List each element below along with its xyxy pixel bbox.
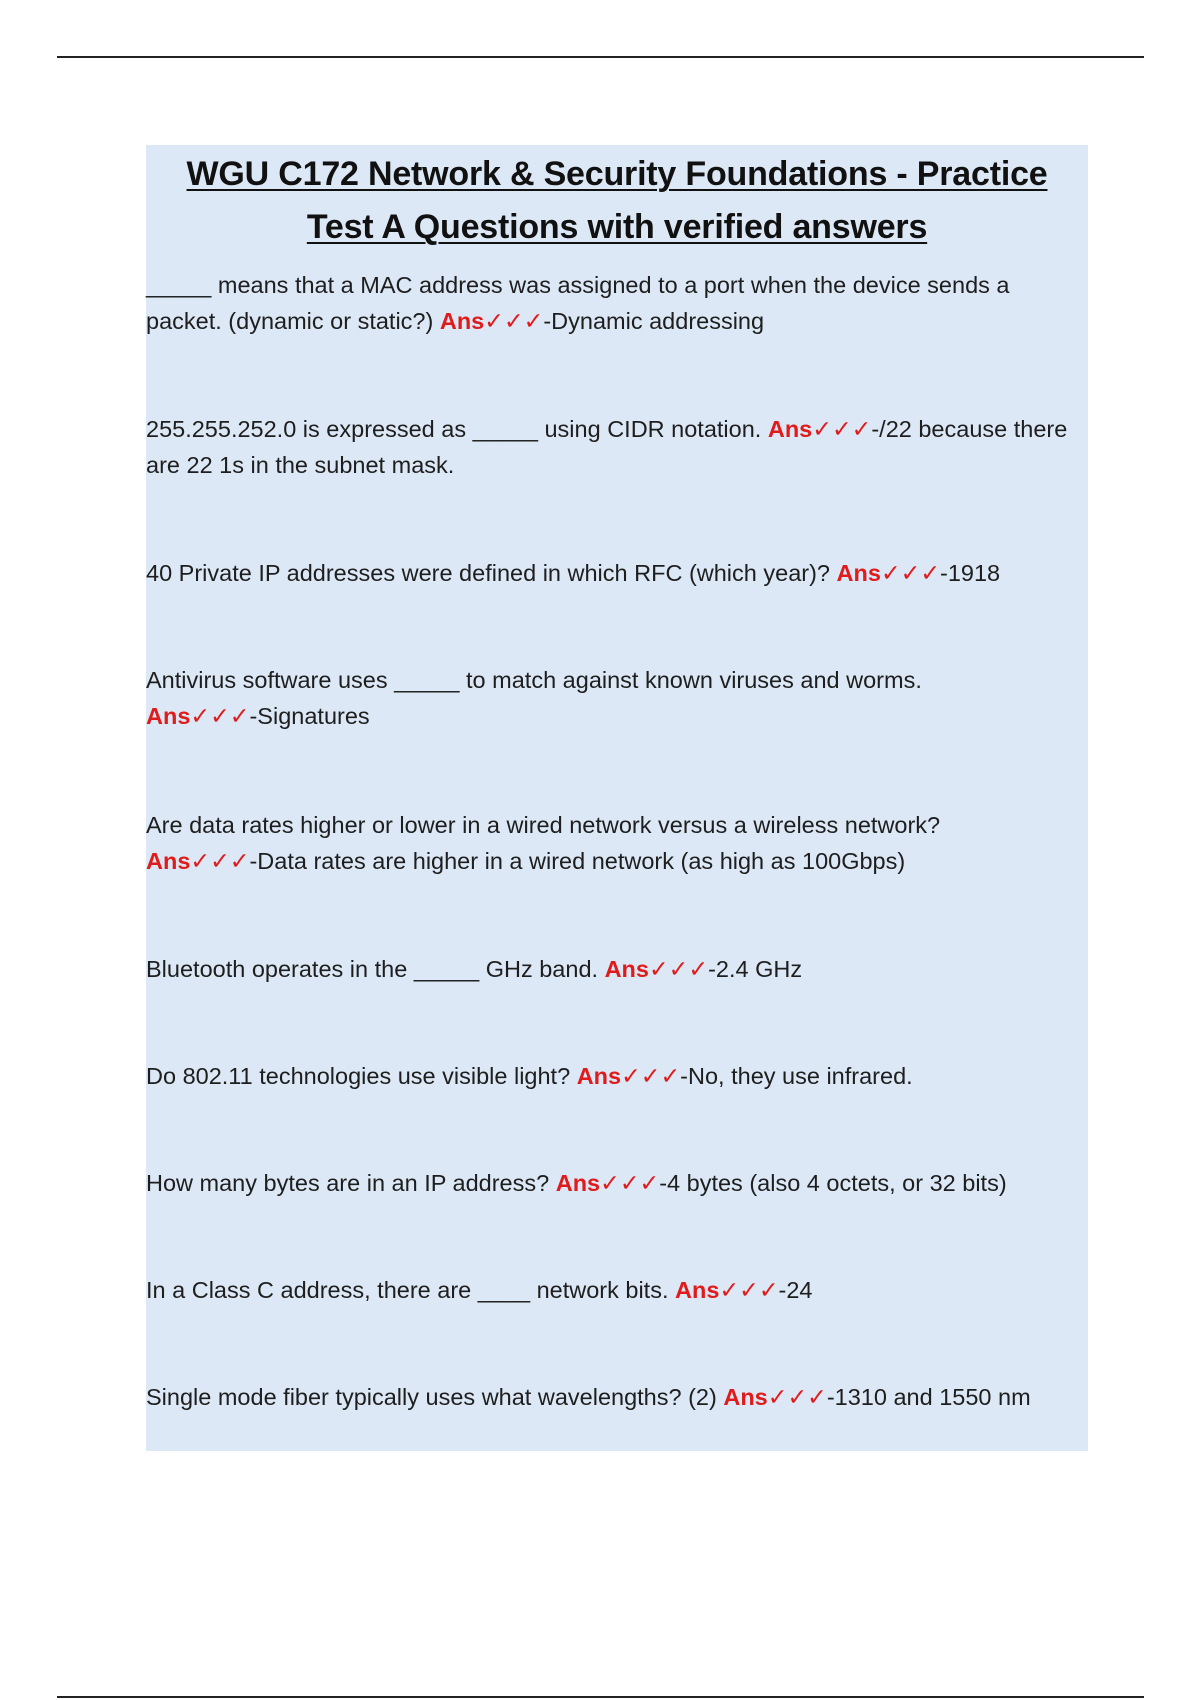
qa-item-9	[146, 1272, 1088, 1308]
qa-item-7	[146, 1058, 1088, 1094]
ans-label: Ans	[555, 1170, 601, 1196]
ans-label: Ans	[604, 956, 649, 982]
ans-label: Ans	[576, 1063, 622, 1089]
answer-text: -1918	[940, 560, 1001, 586]
ans-label: Ans	[723, 1384, 768, 1410]
ans-label: Ans	[836, 560, 881, 586]
ans-label: Ans	[675, 1277, 720, 1303]
check-marks: ✓✓✓	[812, 416, 872, 442]
ans-label: Ans	[767, 416, 813, 442]
answer-text: -No, they use infrared.	[680, 1063, 913, 1089]
question-text: Single mode fiber typically uses what wavelengths? (2)	[146, 1384, 717, 1410]
title-line-1: WGU C172 Network & Security Foundations - Practice	[186, 155, 1048, 193]
question-text: 255.255.252.0 is expressed as _____ using CIDR notation.	[146, 416, 762, 442]
answer-text: -Dynamic addressing	[543, 308, 765, 334]
qa-item-6	[146, 951, 1088, 987]
qa-item-1	[146, 267, 1088, 339]
answer-text: -1310 and 1550 nm	[826, 1384, 1031, 1410]
question-text: Are data rates higher or lower in a wired network versus a wireless network?	[146, 812, 941, 838]
answer-text: -2.4 GHz	[708, 956, 803, 982]
ans-label: Ans	[146, 703, 191, 729]
check-marks: ✓✓✓	[767, 1384, 827, 1410]
answer-text: -/22 because there are 22 1s in the subnet mask.	[146, 416, 1068, 478]
qa-item-4	[146, 662, 1088, 734]
answer-text: -Data rates are higher in a wired network (as high as 100Gbps)	[249, 848, 906, 874]
footer-rule	[57, 1696, 1144, 1698]
check-marks: ✓✓✓	[190, 848, 250, 874]
document-body	[146, 145, 1088, 1451]
title-line-2: Test A Questions with verified answers	[306, 208, 928, 246]
check-marks: ✓✓✓	[484, 308, 544, 334]
check-marks: ✓✓✓	[880, 560, 941, 586]
qa-item-3	[146, 555, 1088, 591]
qa-item-5	[146, 807, 1088, 879]
check-marks: ✓✓✓	[719, 1277, 779, 1303]
question-text: How many bytes are in an IP address?	[146, 1170, 550, 1196]
question-text: _____ means that a MAC address was assigned to a port when the device sends a packet. (dynamic or static?)	[146, 272, 1010, 334]
answer-text: -24	[778, 1277, 813, 1303]
question-text: Antivirus software uses _____ to match against known viruses and worms.	[146, 667, 922, 693]
qa-item-2	[146, 411, 1088, 483]
check-marks: ✓✓✓	[621, 1063, 681, 1089]
ans-label: Ans	[146, 848, 191, 874]
qa-item-10	[146, 1379, 1088, 1415]
question-text: Do 802.11 technologies use visible light?	[146, 1063, 571, 1089]
question-text: 40 Private IP addresses were defined in which RFC (which year)?	[146, 560, 830, 586]
check-marks: ✓✓✓	[600, 1170, 660, 1196]
question-text: Bluetooth operates in the _____ GHz band.	[146, 956, 599, 982]
qa-item-8	[146, 1165, 1088, 1201]
answer-text: -4 bytes (also 4 octets, or 32 bits)	[659, 1170, 1007, 1196]
check-marks: ✓✓✓	[648, 956, 709, 982]
check-marks: ✓✓✓	[190, 703, 250, 729]
answer-text: -Signatures	[249, 703, 370, 729]
document-title	[146, 145, 1088, 254]
ans-label: Ans	[439, 308, 485, 334]
question-text: In a Class C address, there are ____ network bits.	[146, 1277, 669, 1303]
header-rule	[57, 56, 1144, 58]
